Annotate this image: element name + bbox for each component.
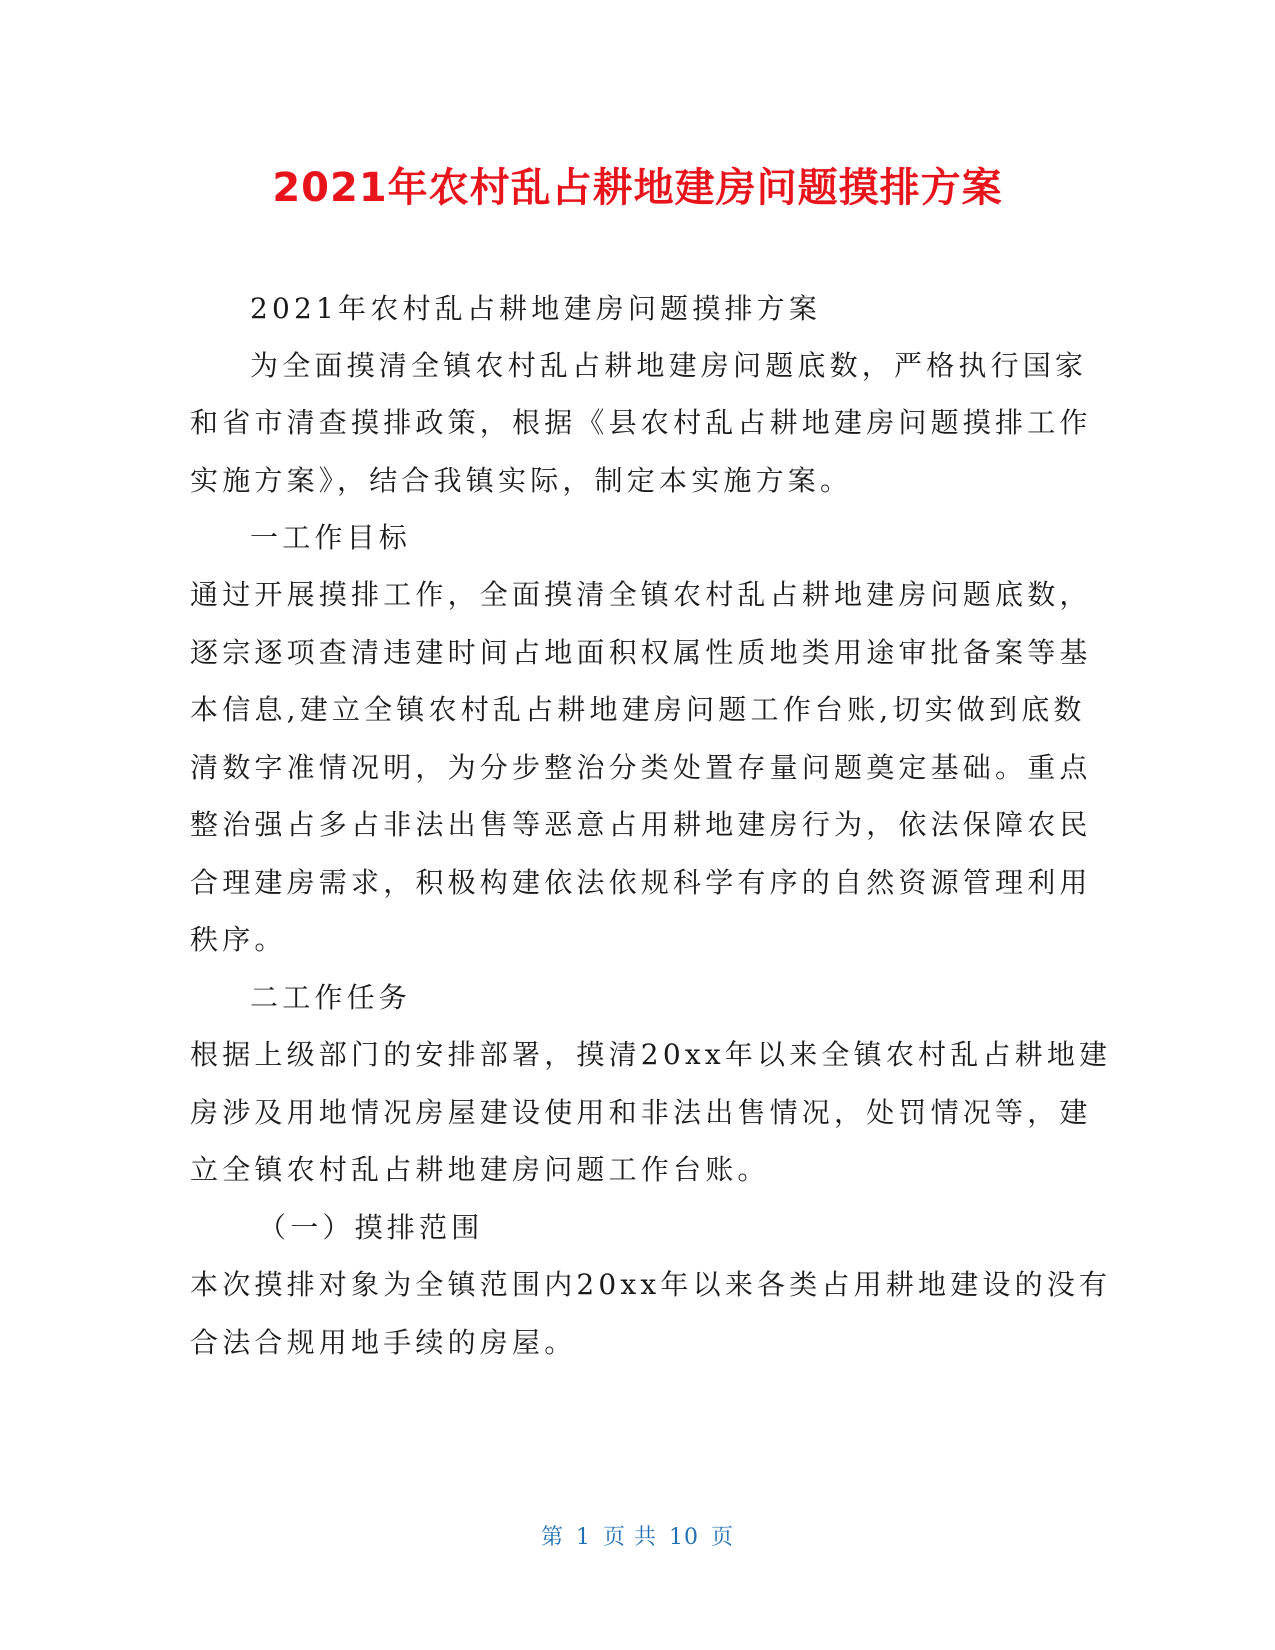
paragraph-line: 秩序。 [190,923,287,956]
paragraph-line: 本信息,建立全镇农村乱占耕地建房问题工作台账,切实做到底数 [190,693,1086,726]
paragraph-line: 合法合规用地手续的房屋。 [190,1326,577,1359]
section-heading: 二工作任务 [250,981,412,1014]
paragraph-line: 本次摸排对象为全镇范围内20xx年以来各类占用耕地建设的没有 [190,1268,1112,1301]
subtitle-line: 2021年农村乱占耕地建房问题摸排方案 [250,292,822,325]
paragraph-line: 整治强占多占非法出售等恶意占用耕地建房行为，依法保障农民 [190,808,1092,841]
paragraph-line: 立全镇农村乱占耕地建房问题工作台账。 [190,1153,770,1186]
paragraph-line: 房涉及用地情况房屋建设使用和非法出售情况，处罚情况等，建 [190,1096,1092,1129]
paragraph-line: 为全面摸清全镇农村乱占耕地建房问题底数，严格执行国家 [250,349,1088,382]
paragraph-line: 根据上级部门的安排部署，摸清20xx年以来全镇农村乱占耕地建 [190,1038,1112,1071]
paragraph-line: 逐宗逐项查清违建时间占地面积权属性质地类用途审批备案等基 [190,636,1092,669]
document-title: 2021年农村乱占耕地建房问题摸排方案 [272,165,1003,211]
footer-prefix: 第 [540,1525,564,1550]
section-heading: 一工作目标 [250,521,412,554]
paragraph-line: 合理建房需求，积极构建依法依规科学有序的自然资源管理利用 [190,866,1092,899]
subsection-heading: （一）摸排范围 [258,1211,484,1244]
page-footer [0,1523,1275,1553]
paragraph-line: 清数字准情况明，为分步整治分类处置存量问题奠定基础。重点 [190,751,1092,784]
paragraph-line: 实施方案》，结合我镇实际，制定本实施方案。 [190,464,853,497]
footer-middle: 页 共 [603,1525,657,1550]
paragraph-line: 通过开展摸排工作，全面摸清全镇农村乱占耕地建房问题底数， [190,578,1092,611]
footer-total-pages: 10 [669,1525,699,1550]
paragraph-line: 和省市清查摸排政策，根据《县农村乱占耕地建房问题摸排工作 [190,406,1092,439]
footer-current-page: 1 [576,1525,591,1550]
footer-suffix: 页 [711,1525,735,1550]
